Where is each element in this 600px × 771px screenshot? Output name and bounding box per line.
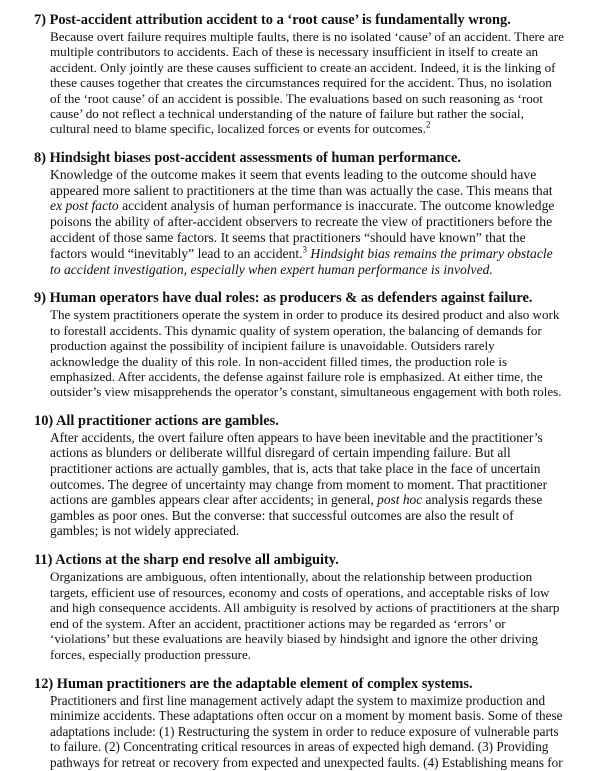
body-text: analysis regards these gambles as poor ones. But the converse: that successful outcomes are also the result of gambles; is not widely appreciated. [50,492,543,539]
section-8 [34,150,564,278]
body-text: Because overt failure requires multiple faults, there is no isolated ‘cause’ of an accident. There are multiple contributors to accidents. Each of these is necessary insufficient in itself to create an accident. Only jointly are these causes sufficient to create an accident. Indeed, it is the linking of these causes together that creates the circumstances required for the accident. Thus, no isolation of the ‘root cause’ of an accident is possible. The evaluations based on such reasoning as ‘root cause’ do not reflect a technical understanding of the nature of failure but rather the social, cultural need to blame specific, localized forces or events for outcomes. [50,29,564,137]
body-text: The system practitioners operate the system in order to produce its desired product and also work to forestall accidents. This dynamic quality of system operation, the balancing of demands for production against the possibility of incipient failure is unavoidable. Outsiders rarely acknowledge the duality of this role. In non-accident filled times, the production role is emphasized. After accidents, the defense against failure role is emphasized. At either time, the outsider’s view misapprehends the operator’s constant, simultaneous engagement with both roles. [50,307,562,400]
body-text: Organizations are ambiguous, often intentionally, about the relationship between production targets, efficient use of resources, economy and costs of operations, and acceptable risks of low and high consequence accidents. All ambiguity is resolved by actions of practitioners at the sharp end of the system. After an accident, practitioner actions may be regarded as ‘errors’ or ‘violations’ but these evaluations are heavily biased by hindsight and ignore the other driving forces, especially production pressure. [50,569,560,662]
section-heading: 7) Post-accident attribution accident to a ‘root cause’ is fundamentally wrong. [34,12,511,28]
section-body [50,569,564,663]
section-body [50,29,564,137]
section-body [50,167,564,278]
section-heading: 10) All practitioner actions are gambles. [34,412,279,429]
italic-term: post hoc [377,492,423,508]
section-body [50,430,564,539]
section-heading: 12) Human practitioners are the adaptable element of complex systems. [34,675,473,692]
section-heading: 8) Hindsight biases post-accident assessments of human performance. [34,149,461,166]
section-body [50,307,564,399]
section-body [50,693,564,771]
body-text: Knowledge of the outcome makes it seem that events leading to the outcome should have appeared more salient to practitioners at the time than was actually the case. This means that [50,166,553,198]
italic-text: Hindsight bias remains the primary obstacle to accident investigation, especially when expert human performance is involved. [50,245,553,277]
footnote-ref: 2 [425,120,431,131]
footnote-ref: 3 [302,244,308,255]
section-12 [34,676,564,771]
italic-term: ex post facto [50,198,119,214]
section-11 [34,552,564,663]
section-7 [34,12,564,137]
body-text: Practitioners and first line management actively adapt the system to maximize production and minimize accidents. These adaptations often occur on a moment by moment basis. Some of these adaptations include: (1) Restructuring the system in order to reduce exposure of vulnerable parts to failure. (2) Concentrating critical resources in areas of expected high demand. (3) Providing pathways for retreat or recovery from expected and unexpected faults. (4) Establishing means for [50,692,563,770]
body-text: accident analysis of human performance is inaccurate. The outcome knowledge poisons the ability of after-accident observers to recreate the view of practitioners before the accident of those same factors. It seems that practitioners “should have known” that the factors would “inevitably” lead to an accident. [50,198,555,261]
body-text: After accidents, the overt failure often appears to have been inevitable and the practitioner’s actions as blunders or deliberate willful disregard of certain impending failure. But all practitioner actions are actually gambles, that is, acts that take place in the face of uncertain outcomes. The degree of uncertainty may change from moment to moment. That practitioner actions are gambles appears clear after accidents; in general, [50,429,548,508]
section-heading: 9) Human operators have dual roles: as producers & as defenders against failure. [34,290,533,307]
section-10 [34,413,564,539]
section-9 [34,290,564,399]
section-heading: 11) Actions at the sharp end resolve all ambiguity. [34,552,339,569]
